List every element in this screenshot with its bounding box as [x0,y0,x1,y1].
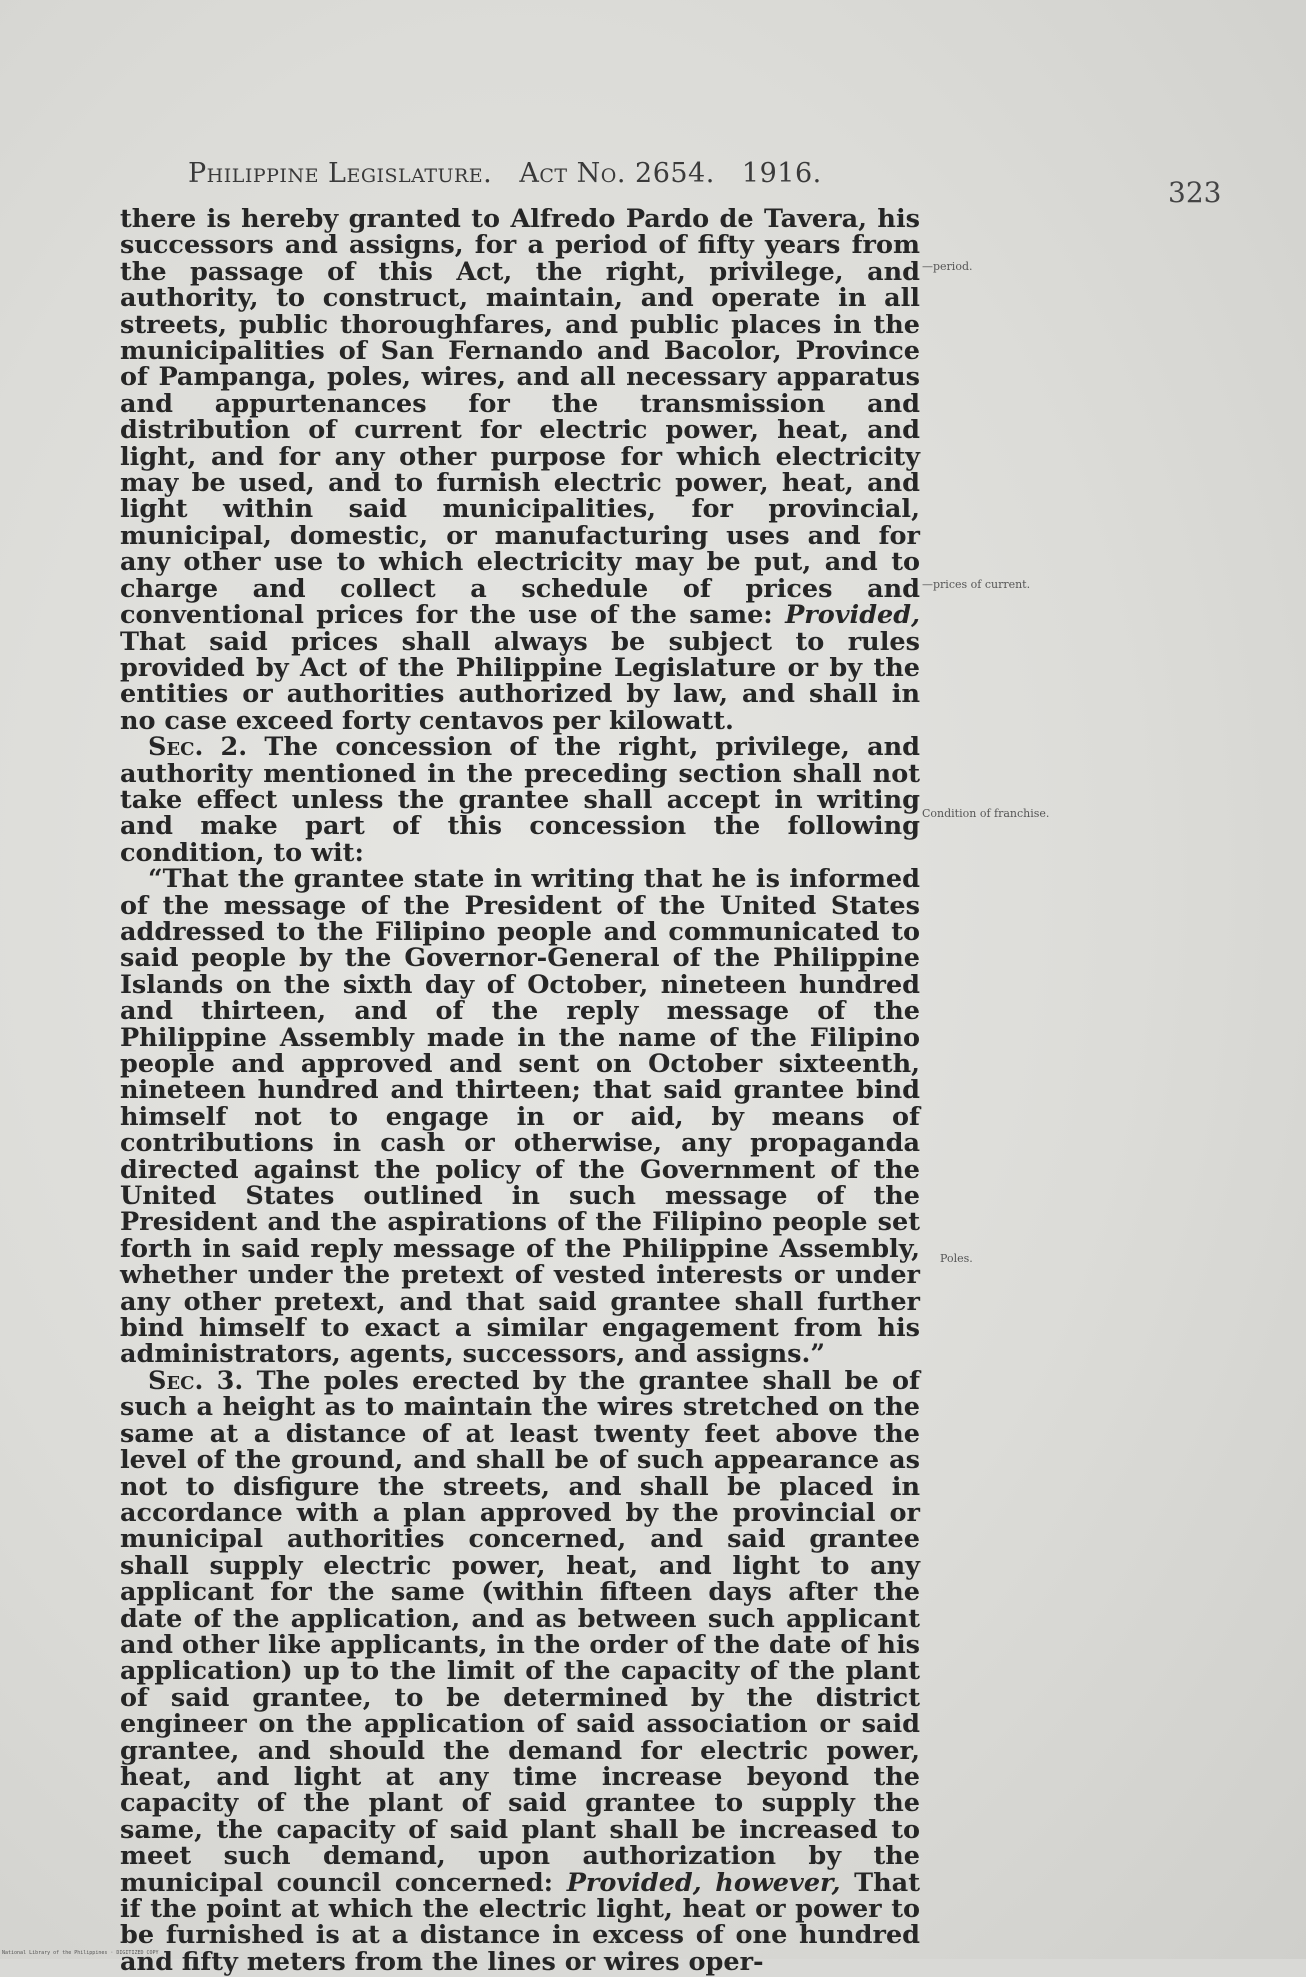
header-act: Act No. 2654. [519,158,715,189]
page-number: 323 [1168,176,1222,209]
header-title: Philippine Legislature. [188,158,493,189]
body-text [120,206,920,1975]
margin-note-period: —period. [922,260,973,273]
margin-note-poles: Poles. [940,1252,973,1265]
paragraph-section-3: Sec. 3. The poles erected by the grantee shall be of such a height as to maintain the wires stretched on the same at a distance of at least twenty feet above the level of the ground, and shall be of such appearance as not to disfigure the streets, and shall be placed in accordance with a plan approved by the provincial or municipal authorities concerned, and said grantee shall supply electric power, heat, and light to any applicant for the same (within fifteen days after the date of the application, and as between such applicant and other like applicants, in the order of the date of his application) up to the limit of the capacity of the plant of said grantee, to be determined by the district engineer on the application of said association or said grantee, and should the demand for electric power, heat, and light at any time increase beyond the capacity of the plant of said grantee to supply the same, the capacity of said plant shall be increased to meet such demand, upon authorization by the municipal council concerned: Provided, however, That if the point at which the electric light, heat or power to be furnished is at a distance in excess of one hundred and fifty meters from the lines or wires oper- [120,1365,920,1977]
scan-footer: National Library of the Philippines · DIGITIZED COPY [2,1950,159,1956]
margin-note-prices: —prices of current. [922,578,1031,591]
paragraph-condition-quote: “That the grantee state in writing that he is informed of the message of the President of the United States addressed to the Filipino people and communicated to said people by the Governor-General of the Philippine Islands on the sixth day of October, nineteen hundred and thirteen, and of the reply message of the Philippine Assembly made in the name of the Filipino people and approved and sent on October sixteenth, nineteen hundred and thirteen; that said grantee bind himself not to engage in or aid, by means of contributions in cash or otherwise, any propaganda directed against the policy of the Government of the United States outlined in such message of the President and the aspirations of the Filipino people set forth in said reply message of the Philippine Assembly, whether under the pretext of vested interests or under any other pretext, and that said grantee shall further bind himself to exact a similar engagement from his administrators, agents, successors, and assigns.” [120,864,920,1370]
margin-note-condition: Condition of franchise. [922,807,1050,820]
paragraph-section-1: there is hereby granted to Alfredo Pardo de Tavera, his successors and assigns, for a period of fifty years from the passage of this Act, the right, privilege, and authority, to construct, maintain, and operate in all streets, public thoroughfares, and public places in the municipalities of San Fernando and Bacolor, Province of Pampanga, poles, wires, and all necessary apparatus and appurtenances for the transmission and distribution of current for electric power, heat, and light, and for any other purpose for which electricity may be used, and to furnish electric power, heat, and light within said municipalities, for provincial, municipal, domestic, or manufacturing uses and for any other use to which electricity may be put, and to charge and collect a schedule of prices and conventional prices for the use of the same: Provided, That said prices shall always be subject to rules provided by Act of the Philippine Legislature or by the entities or authorities authorized by law, and shall in no case exceed forty centavos per kilowatt. [120,204,920,736]
running-header [188,158,840,189]
paragraph-section-2: Sec. 2. The concession of the right, privilege, and authority mentioned in the preceding section shall not take effect unless the grantee shall accept in writing and make part of this concession the following condition, to wit: [120,732,920,868]
header-year: 1916. [741,158,822,189]
